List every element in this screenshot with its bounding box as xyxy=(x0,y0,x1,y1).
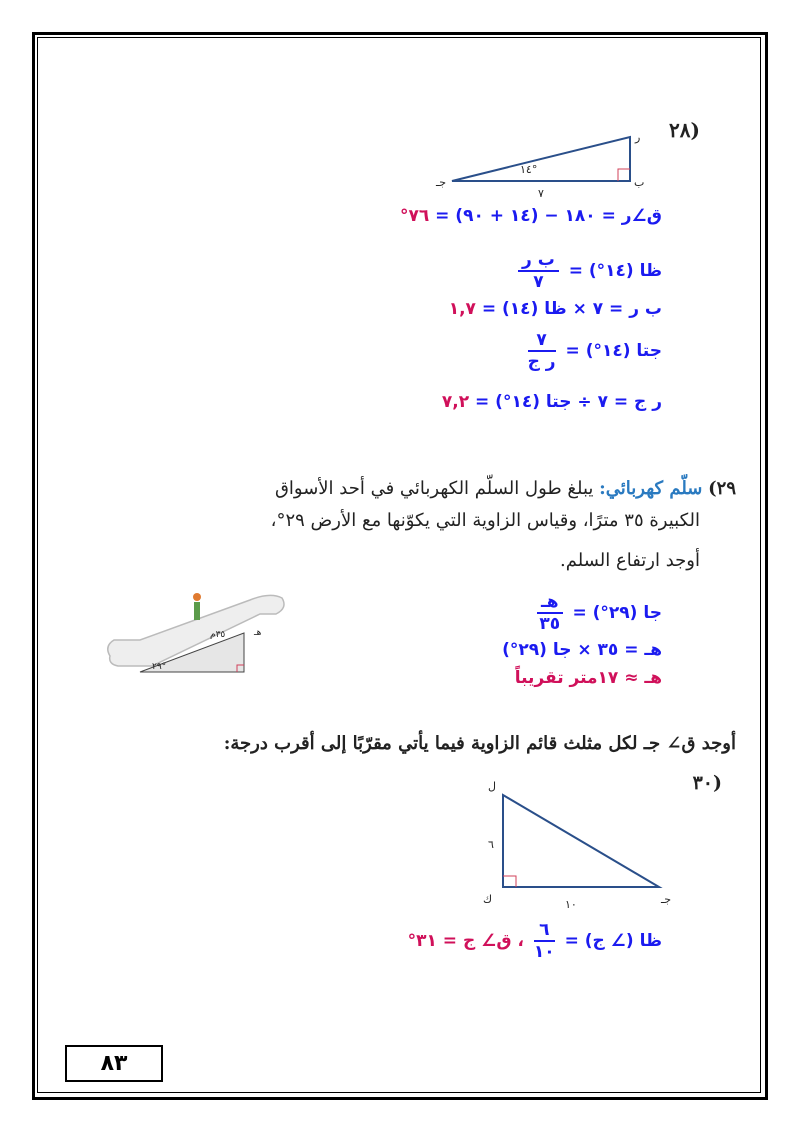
eq-lhs: جا (٢٩°) = xyxy=(572,603,662,623)
angle-label: ٢٩° xyxy=(152,662,167,672)
eq-result: ٧,٢ xyxy=(441,392,470,412)
fraction xyxy=(528,330,556,372)
denominator: ر ج xyxy=(527,352,556,372)
instruction-text: أوجد ق∠ جـ لكل مثلث قائم الزاوية فيما يأتي مقرّبًا إلى أقرب درجة: xyxy=(223,733,736,754)
vertex-b-label: ب xyxy=(634,176,645,189)
separator: ، xyxy=(517,931,524,951)
eq-lhs: ق∠ر = ١٨٠ − (١٤ + ٩٠) = xyxy=(435,206,662,226)
side-lk-label: ٦ xyxy=(488,838,494,851)
hyp-label: ٣٥م xyxy=(210,630,226,640)
vertex-j-label: جـ xyxy=(661,893,672,906)
problem-text: يبلغ طول السلّم الكهربائي في أحد الأسواق xyxy=(274,478,594,499)
vertex-l-label: ل xyxy=(488,780,496,793)
equation-28-4 xyxy=(524,330,662,372)
vertex-j-label: جـ xyxy=(436,176,447,189)
page-number: ٨٣ xyxy=(65,1045,163,1082)
vertex-r-label: ر xyxy=(635,131,641,144)
equation-28-2 xyxy=(514,250,662,292)
equation-29-1 xyxy=(533,592,662,634)
angle-label: ١٤° xyxy=(520,163,538,176)
eq-lhs: ظا (∠ ج) = xyxy=(564,931,662,951)
eq-lhs: ر ج = ٧ ÷ جتا (١٤°) = xyxy=(475,392,662,412)
triangle-30-figure xyxy=(495,788,670,893)
equation-28-5 xyxy=(442,392,662,412)
equation-28-1 xyxy=(400,206,662,226)
problem-28-number: (٢٨ xyxy=(669,118,700,142)
escalator-figure xyxy=(100,588,290,678)
equation-29-3: هـ ≈ ١٧متر تقريباً xyxy=(514,668,662,688)
eq-result: ١,٧ xyxy=(448,299,476,319)
fraction xyxy=(537,592,563,634)
vertex-k-label: ك xyxy=(483,893,493,906)
denominator: ٣٥ xyxy=(539,614,561,634)
triangle-28-figure xyxy=(440,125,650,205)
eq-lhs: جتا (١٤°) = xyxy=(565,341,662,361)
fraction xyxy=(534,920,555,962)
side-kj-label: ١٠ xyxy=(565,898,577,911)
eq-lhs: ب ر = ٧ × ظا (١٤) = xyxy=(481,299,662,319)
fraction xyxy=(518,250,559,292)
problem-number: ٢٩) xyxy=(708,478,736,499)
equation-28-3 xyxy=(449,299,662,319)
eq-result: ٧٦° xyxy=(399,206,430,226)
problem-29-line-3: أوجد ارتفاع السلم. xyxy=(560,550,700,571)
eq-lhs: ظا (١٤°) = xyxy=(568,261,662,281)
numerator: ب ر xyxy=(518,250,559,272)
problem-30-number: (٣٠ xyxy=(692,772,722,794)
equation-30 xyxy=(408,920,662,962)
problem-title: سلّم كهربائي: xyxy=(599,478,703,499)
numerator: هـ xyxy=(537,592,563,614)
eq-result: ق∠ ج = ٣١° xyxy=(407,931,512,951)
denominator: ١٠ xyxy=(533,942,555,962)
equation-29-2: هـ = ٣٥ × جا (٢٩°) xyxy=(502,640,662,660)
problem-29-line-1 xyxy=(275,478,736,499)
height-label: هـ xyxy=(254,628,262,638)
problem-29-line-2: الكبيرة ٣٥ مترًا، وقياس الزاوية التي يكوّنها مع الأرض ٢٩°، xyxy=(270,510,700,531)
numerator: ٦ xyxy=(534,920,555,942)
numerator: ٧ xyxy=(528,330,556,352)
side-label: ٧ xyxy=(538,187,544,200)
denominator: ٧ xyxy=(533,272,544,292)
